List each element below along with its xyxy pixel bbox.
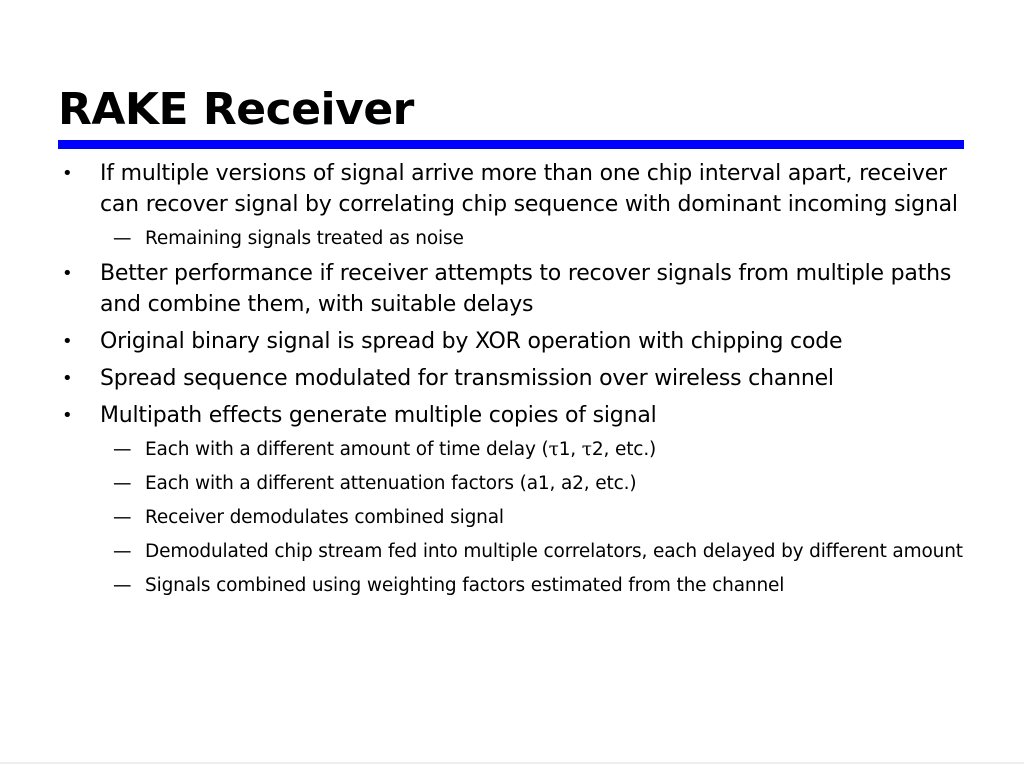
dash-marker: — [113, 507, 132, 528]
bullet-item [58, 258, 968, 320]
sub-bullet-text: Each with a different attenuation factors (a1, a2, etc.) [145, 473, 637, 494]
slide-content [58, 158, 968, 599]
sub-bullet-item [58, 226, 968, 252]
title-underline [58, 140, 964, 149]
bullet-item [58, 158, 968, 220]
sub-bullet-text: Demodulated chip stream fed into multiple correlators, each delayed by different amount [145, 541, 963, 562]
dash-marker: — [113, 541, 132, 562]
sub-bullet-item [58, 505, 968, 531]
sub-bullet-text [145, 439, 656, 460]
sub-bullet-text: Receiver demodulates combined signal [145, 507, 504, 528]
sub-bullet-item [58, 437, 968, 463]
tau-symbol: τ [548, 439, 559, 460]
sub-bullet-item [58, 539, 968, 565]
text-segment: 2, etc.) [591, 439, 657, 460]
sub-bullet-text: Remaining signals treated as noise [145, 228, 464, 249]
bullet-text: If multiple versions of signal arrive more than one chip interval apart, receiver can recover signal by correlating chip sequence with dominant incoming signal [100, 161, 958, 217]
bullet-text: Original binary signal is spread by XOR operation with chipping code [100, 329, 843, 354]
bullet-marker: • [62, 163, 73, 184]
bullet-marker: • [62, 368, 73, 389]
tau-symbol: τ [581, 439, 592, 460]
bullet-marker: • [62, 263, 73, 284]
bullet-text: Multipath effects generate multiple copies of signal [100, 403, 657, 428]
text-segment: 1, [558, 439, 582, 460]
footer-divider [0, 762, 1024, 764]
sub-bullet-item [58, 573, 968, 599]
bullet-text: Better performance if receiver attempts to recover signals from multiple paths and combine them, with suitable delays [100, 261, 952, 317]
bullet-item [58, 400, 968, 431]
dash-marker: — [113, 228, 132, 249]
dash-marker: — [113, 439, 132, 460]
dash-marker: — [113, 473, 132, 494]
bullet-item [58, 326, 968, 357]
bullet-text: Spread sequence modulated for transmission over wireless channel [100, 366, 834, 391]
sub-bullet-text: Signals combined using weighting factors estimated from the channel [145, 575, 785, 596]
sub-bullet-item [58, 471, 968, 497]
bullet-marker: • [62, 331, 73, 352]
dash-marker: — [113, 575, 132, 596]
text-segment: Each with a different amount of time delay ( [145, 439, 549, 460]
bullet-marker: • [62, 405, 73, 426]
slide-title: RAKE Receiver [58, 84, 414, 135]
bullet-item [58, 363, 968, 394]
